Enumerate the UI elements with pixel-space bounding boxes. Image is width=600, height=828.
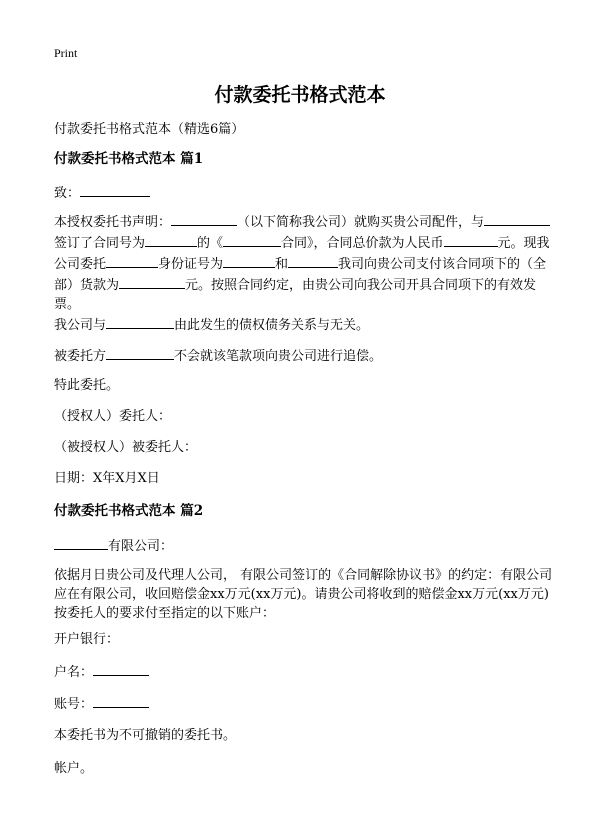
blank-field [106, 345, 174, 360]
blank-field [54, 535, 108, 550]
blank-field [444, 232, 498, 247]
blank-field [288, 253, 338, 268]
section1-paragraph [54, 211, 554, 314]
body-text: （以下简称我公司）就购买贵公司配件，与 [237, 215, 485, 230]
blank-field [171, 211, 237, 226]
to-label: 致： [54, 186, 81, 201]
body-text: 我公司与 [54, 318, 107, 333]
blank-field [80, 182, 150, 197]
body-text: 账号： [54, 697, 94, 712]
bank-line: 开户银行： [54, 632, 120, 647]
to-line [54, 182, 554, 203]
blank-field [93, 693, 149, 708]
body-text: 被委托方 [54, 349, 107, 364]
special-line: 特此委托。 [54, 378, 120, 393]
body-text: 我司向贵公司支付该合同项下的（全部）货款为 [54, 257, 547, 293]
blank-field [93, 661, 149, 676]
account-name-line [54, 661, 554, 682]
print-label: Print [54, 46, 78, 60]
blank-field [106, 314, 174, 329]
body-text: 身份证号为 [158, 257, 224, 272]
blank-field [223, 232, 281, 247]
blank-field [119, 274, 185, 289]
debt-line [54, 314, 554, 335]
blank-field [145, 232, 197, 247]
entrusted-line [54, 345, 554, 366]
company-line [54, 535, 554, 556]
body-text: 户名： [54, 665, 94, 680]
body-text: 有限公司： [108, 539, 174, 554]
body-text: 和 [275, 257, 289, 272]
authorizer-line: （授权人）委托人： [54, 409, 172, 424]
blank-field [106, 253, 158, 268]
blank-field [223, 253, 275, 268]
section2-paragraph: 依据月日贵公司及代理人公司， 有限公司签订的《合同解除协议书》的约定：有限公司应在有限公司，收回赔偿金xx万元(xx万元)。请贵公司将收到的赔偿金xx万元(xx万元)按委托人的要求付至指定的以下账户： [54, 568, 553, 621]
document-title: 付款委托书格式范本 [214, 84, 386, 106]
body-text: 本授权委托书声明： [54, 215, 172, 230]
body-text: 由此发生的债权债务关系与无关。 [174, 318, 370, 333]
account-number-line [54, 693, 554, 714]
body-text: 合同》，合同总价款为人民币 [281, 236, 444, 251]
authorized-line: （被授权人）被委托人： [54, 440, 198, 455]
body-text: 元。按照合同约定，由贵公司向我公司开具合同项下的有效发票。 [54, 278, 537, 312]
section1-heading: 付款委托书格式范本 篇1 [54, 151, 204, 167]
section2-heading: 付款委托书格式范本 篇2 [54, 503, 204, 519]
account-holder-line: 帐户。 [54, 761, 94, 776]
body-text: 签订了合同号为 [54, 236, 146, 251]
intro-line: 付款委托书格式范本（精选6篇） [54, 122, 245, 137]
body-text: 不会就该笔款项向贵公司进行追偿。 [174, 349, 383, 364]
irrevocable-line: 本委托书为不可撤销的委托书。 [54, 728, 237, 743]
blank-field [484, 211, 550, 226]
body-text: 元。现我公司委托 [54, 236, 550, 272]
date-line: 日期：X年X月X日 [54, 471, 160, 486]
body-text: 的《 [197, 236, 224, 251]
